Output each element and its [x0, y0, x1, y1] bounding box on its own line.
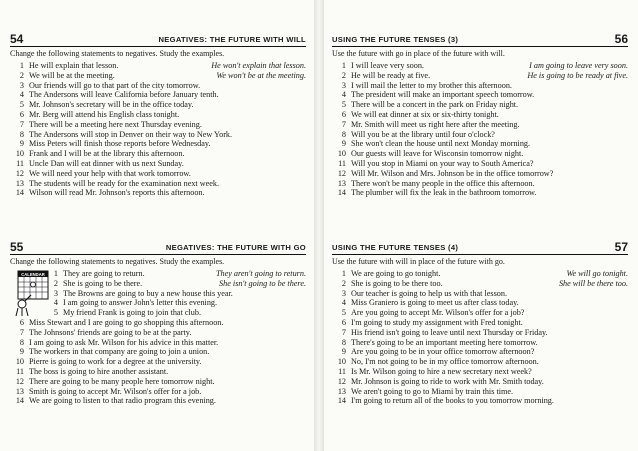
- exercise-instruction: Change the following statements to negatives. Study the examples.: [10, 257, 225, 266]
- item-sentence: Are you going to be in your office tomorrow afternoon?: [351, 347, 535, 357]
- exercise-item: [10, 90, 306, 100]
- exercise-item: [10, 387, 306, 397]
- item-number: 6: [19, 109, 24, 119]
- item-number: 9: [341, 347, 346, 357]
- exercise-item: [10, 328, 306, 338]
- item-number: 13: [15, 386, 24, 396]
- item-sentence: I'm going to return all of the books to you tomorrow morning.: [351, 396, 554, 406]
- item-number: 5: [341, 308, 346, 318]
- item-sentence: The Andersons will stop in Denver on their way to New York.: [29, 129, 233, 139]
- example-answer: We will go tonight.: [566, 269, 628, 278]
- example-answer: She will be there too.: [558, 278, 628, 288]
- item-sentence: My friend Frank is going to join that club.: [63, 308, 202, 318]
- exercise-item: [10, 298, 306, 308]
- exercise-item: [10, 159, 306, 169]
- item-sentence: We will need your help with that work tomorrow.: [29, 168, 191, 178]
- item-sentence: Will Mr. Wilson and Mrs. Johnson be in the office tomorrow?: [351, 168, 554, 178]
- example-answer: They aren't going to return.: [215, 269, 306, 278]
- item-sentence: I am going to ask Mr. Wilson for his advice in this matter.: [29, 337, 219, 347]
- example-answer: I am going to leave very soon.: [529, 61, 628, 70]
- item-number: 11: [338, 366, 346, 376]
- exercise-title: NEGATIVES: THE FUTURE WITH GO: [165, 243, 306, 252]
- item-number: 3: [53, 288, 58, 298]
- calendar-label: CALENDAR: [21, 272, 45, 277]
- item-sentence: Is Mr. Wilson going to hire a new secretary next week?: [351, 366, 532, 376]
- item-number: 12: [337, 376, 346, 386]
- item-number: 6: [341, 317, 346, 327]
- exercise-title: USING THE FUTURE TENSES (3): [332, 35, 459, 44]
- item-number: 13: [337, 178, 346, 188]
- exercise-header: [332, 241, 628, 255]
- exercise-item: [332, 357, 628, 367]
- exercise-title: USING THE FUTURE TENSES (4): [332, 243, 459, 252]
- item-number: 7: [19, 119, 24, 129]
- exercise-item: [332, 81, 628, 91]
- item-number: 9: [19, 347, 24, 357]
- exercise-54: [0, 33, 314, 198]
- item-number: 7: [341, 119, 346, 129]
- page-number: 57: [614, 240, 628, 254]
- item-sentence: I'm going to study my assignment with Fred tonight.: [351, 317, 523, 327]
- example-answer: We won't be at the meeting.: [216, 70, 306, 80]
- exercise-item: [332, 100, 628, 110]
- item-sentence: Our friends will go to that part of the city tomorrow.: [29, 80, 201, 90]
- item-sentence: Uncle Dan will eat dinner with us next Sunday.: [29, 158, 184, 168]
- item-sentence: The Browns are going to buy a new house this year.: [63, 288, 233, 298]
- item-number: 9: [341, 139, 346, 149]
- item-number: 3: [341, 80, 346, 90]
- book-gutter: [314, 0, 324, 451]
- exercise-item: [10, 338, 306, 348]
- exercise-list: [10, 269, 306, 406]
- exercise-item: [332, 308, 628, 318]
- exercise-item: [332, 179, 628, 189]
- item-number: 6: [341, 109, 346, 119]
- item-number: 12: [337, 168, 346, 178]
- exercise-item: [10, 81, 306, 91]
- item-sentence: The students will be ready for the examination next week.: [29, 178, 220, 188]
- exercise-list: [332, 61, 628, 198]
- right-page: [324, 0, 638, 451]
- exercise-item: [332, 159, 628, 169]
- item-sentence: Mr. Berg will attend his English class tonight.: [29, 109, 180, 119]
- exercise-item: [332, 169, 628, 179]
- item-sentence: We will be at the meeting.: [29, 70, 115, 80]
- item-number: 7: [19, 327, 24, 337]
- example-answer: She isn't going to be there.: [219, 278, 306, 288]
- item-number: 11: [16, 158, 24, 168]
- page-number: 56: [614, 32, 628, 46]
- page-number: 55: [10, 240, 24, 254]
- exercise-item: [332, 279, 628, 289]
- exercise-item: [332, 269, 628, 279]
- item-sentence: Smith is going to accept Mr. Wilson's offer for a job.: [29, 386, 202, 396]
- item-sentence: I am going to answer John's letter this evening.: [63, 298, 218, 308]
- item-sentence: Wilson will read Mr. Johnson's reports this afternoon.: [29, 188, 205, 198]
- exercise-item: [332, 367, 628, 377]
- item-number: 1: [341, 61, 346, 70]
- item-sentence: I will mail the letter to my brother this afternoon.: [351, 80, 512, 90]
- exercise-item: [332, 328, 628, 338]
- exercise-item: [10, 61, 306, 71]
- item-sentence: They are going to return.: [63, 269, 145, 278]
- exercise-item: [332, 61, 628, 71]
- item-number: 10: [337, 357, 346, 367]
- item-number: 10: [337, 149, 346, 159]
- item-sentence: Mr. Johnson is going to ride to work with Mr. Smith today.: [351, 376, 544, 386]
- item-sentence: Will you be at the library until four o'clock?: [351, 129, 495, 139]
- item-sentence: She won't clean the house until next Monday morning.: [351, 139, 531, 149]
- exercise-item: [10, 130, 306, 140]
- exercise-header: [332, 33, 628, 47]
- exercise-item: [332, 90, 628, 100]
- item-sentence: Mr. Johnson's secretary will be in the office today.: [29, 100, 194, 110]
- item-number: 8: [341, 337, 346, 347]
- exercise-instruction: Use the future with go in place of the future with will.: [332, 49, 505, 58]
- item-sentence: Pierre is going to work for a degree at the university.: [29, 357, 202, 367]
- item-number: 10: [15, 149, 24, 159]
- exercise-item: [10, 149, 306, 159]
- item-sentence: The boss is going to hire another assistant.: [29, 366, 169, 376]
- exercise-header: [10, 33, 306, 47]
- item-sentence: She is going to be there.: [63, 278, 143, 288]
- exercise-item: [332, 188, 628, 198]
- item-sentence: We will eat dinner at six or six-thirty tonight.: [351, 109, 499, 119]
- item-sentence: The Johnsons' friends are going to be at the party.: [29, 327, 192, 337]
- item-number: 10: [15, 357, 24, 367]
- item-number: 5: [341, 100, 346, 110]
- item-number: 1: [53, 269, 58, 278]
- exercise-item: [10, 179, 306, 189]
- exercise-item: [10, 110, 306, 120]
- exercise-item: [332, 289, 628, 299]
- exercise-item: [10, 279, 306, 289]
- item-sentence: I will leave very soon.: [351, 61, 424, 70]
- item-sentence: No, I'm not going to be in my office tomorrow afternoon.: [351, 357, 539, 367]
- item-number: 8: [19, 337, 24, 347]
- item-sentence: Frank and I will be at the library this afternoon.: [29, 149, 185, 159]
- item-sentence: The Andersons will leave California before January tenth.: [29, 90, 219, 100]
- exercise-55: [0, 241, 314, 406]
- exercise-item: [332, 139, 628, 149]
- exercise-item: [10, 347, 306, 357]
- exercise-item: [10, 71, 306, 81]
- exercise-item: [332, 396, 628, 406]
- item-sentence: We are going to go tonight.: [351, 269, 441, 278]
- item-number: 14: [337, 396, 346, 406]
- item-sentence: There are going to be many people here tomorrow night.: [29, 376, 215, 386]
- exercise-56: [324, 33, 638, 198]
- example-answer: He won't explain that lesson.: [211, 61, 306, 70]
- item-sentence: We aren't going to go to Miami by train this time.: [351, 386, 514, 396]
- exercise-title: NEGATIVES: THE FUTURE WITH WILL: [158, 35, 306, 44]
- exercise-list: [10, 61, 306, 198]
- exercise-header: [10, 241, 306, 255]
- item-number: 14: [337, 188, 346, 198]
- item-sentence: The plumber will fix the leak in the bathroom tomorrow.: [351, 188, 537, 198]
- item-number: 13: [337, 386, 346, 396]
- item-sentence: Will you stop in Miami on your way to South America?: [351, 158, 534, 168]
- exercise-item: [332, 387, 628, 397]
- item-number: 12: [15, 376, 24, 386]
- exercise-item: [10, 120, 306, 130]
- left-page: [0, 0, 314, 451]
- exercise-item: [10, 396, 306, 406]
- item-number: 4: [19, 90, 24, 100]
- item-sentence: There's going to be an important meeting here tomorrow.: [351, 337, 538, 347]
- item-number: 5: [53, 308, 58, 318]
- exercise-item: [332, 338, 628, 348]
- exercise-item: [10, 139, 306, 149]
- exercise-instruction: Use the future with will in place of the future with go.: [332, 257, 505, 266]
- exercise-item: [10, 357, 306, 367]
- exercise-item: [10, 318, 306, 328]
- exercise-item: [332, 298, 628, 308]
- item-number: 2: [341, 278, 346, 288]
- item-sentence: Our teacher is going to help us with that lesson.: [351, 288, 507, 298]
- item-number: 12: [15, 168, 24, 178]
- item-sentence: There will be a concert in the park on Friday night.: [351, 100, 519, 110]
- item-number: 8: [19, 129, 24, 139]
- item-number: 11: [16, 366, 24, 376]
- exercise-item: [332, 130, 628, 140]
- exercise-item: [10, 377, 306, 387]
- item-sentence: We are going to listen to that radio program this evening.: [29, 396, 216, 406]
- item-sentence: He will be ready at five.: [351, 70, 431, 80]
- item-number: 2: [19, 70, 24, 80]
- item-number: 9: [19, 139, 24, 149]
- exercise-item: [10, 308, 306, 318]
- exercise-item: [332, 377, 628, 387]
- page-number: 54: [10, 32, 24, 46]
- exercise-item: [10, 100, 306, 110]
- item-number: 4: [341, 298, 346, 308]
- item-sentence: His friend isn't going to leave until next Thursday or Friday.: [351, 327, 548, 337]
- exercise-item: [332, 347, 628, 357]
- exercise-instruction: Change the following statements to negatives. Study the examples.: [10, 49, 225, 58]
- item-sentence: There will be a meeting here next Thursday evening.: [29, 119, 202, 129]
- item-number: 3: [19, 80, 24, 90]
- item-number: 7: [341, 327, 346, 337]
- exercise-list: [332, 269, 628, 406]
- item-number: 14: [15, 188, 24, 198]
- calendar-illustration: [12, 270, 50, 316]
- item-number: 2: [341, 70, 346, 80]
- item-number: 4: [341, 90, 346, 100]
- exercise-item: [10, 367, 306, 377]
- exercise-57: [324, 241, 638, 406]
- item-sentence: Miss Stewart and I are going to go shopping this afternoon.: [29, 317, 224, 327]
- exercise-item: [10, 269, 306, 279]
- item-number: 1: [19, 61, 24, 70]
- item-sentence: The workers in that company are going to join a union.: [29, 347, 210, 357]
- exercise-item: [332, 149, 628, 159]
- item-number: 5: [19, 100, 24, 110]
- item-number: 6: [19, 317, 24, 327]
- example-answer: He is going to be ready at five.: [527, 70, 628, 80]
- exercise-item: [10, 289, 306, 299]
- item-sentence: Our guests will leave for Wisconsin tomorrow night.: [351, 149, 524, 159]
- item-sentence: The president will make an important speech tomorrow.: [351, 90, 535, 100]
- item-number: 14: [15, 396, 24, 406]
- exercise-item: [332, 110, 628, 120]
- item-number: 1: [341, 269, 346, 278]
- item-sentence: He will explain that lesson.: [29, 61, 119, 70]
- item-sentence: Are you going to accept Mr. Wilson's offer for a job?: [351, 308, 525, 318]
- exercise-item: [332, 71, 628, 81]
- item-sentence: Miss Graniero is going to meet us after class today.: [351, 298, 519, 308]
- item-sentence: There won't be many people in the office this afternoon.: [351, 178, 535, 188]
- item-number: 3: [341, 288, 346, 298]
- item-sentence: She is going to be there too.: [351, 278, 443, 288]
- item-number: 11: [338, 158, 346, 168]
- item-number: 13: [15, 178, 24, 188]
- item-number: 8: [341, 129, 346, 139]
- exercise-item: [332, 120, 628, 130]
- exercise-item: [10, 188, 306, 198]
- exercise-item: [10, 169, 306, 179]
- item-number: 2: [53, 278, 58, 288]
- item-number: 4: [53, 298, 58, 308]
- exercise-item: [332, 318, 628, 328]
- item-sentence: Mr. Smith will meet us right here after the meeting.: [351, 119, 520, 129]
- item-sentence: Miss Peters will finish those reports before Wednesday.: [29, 139, 211, 149]
